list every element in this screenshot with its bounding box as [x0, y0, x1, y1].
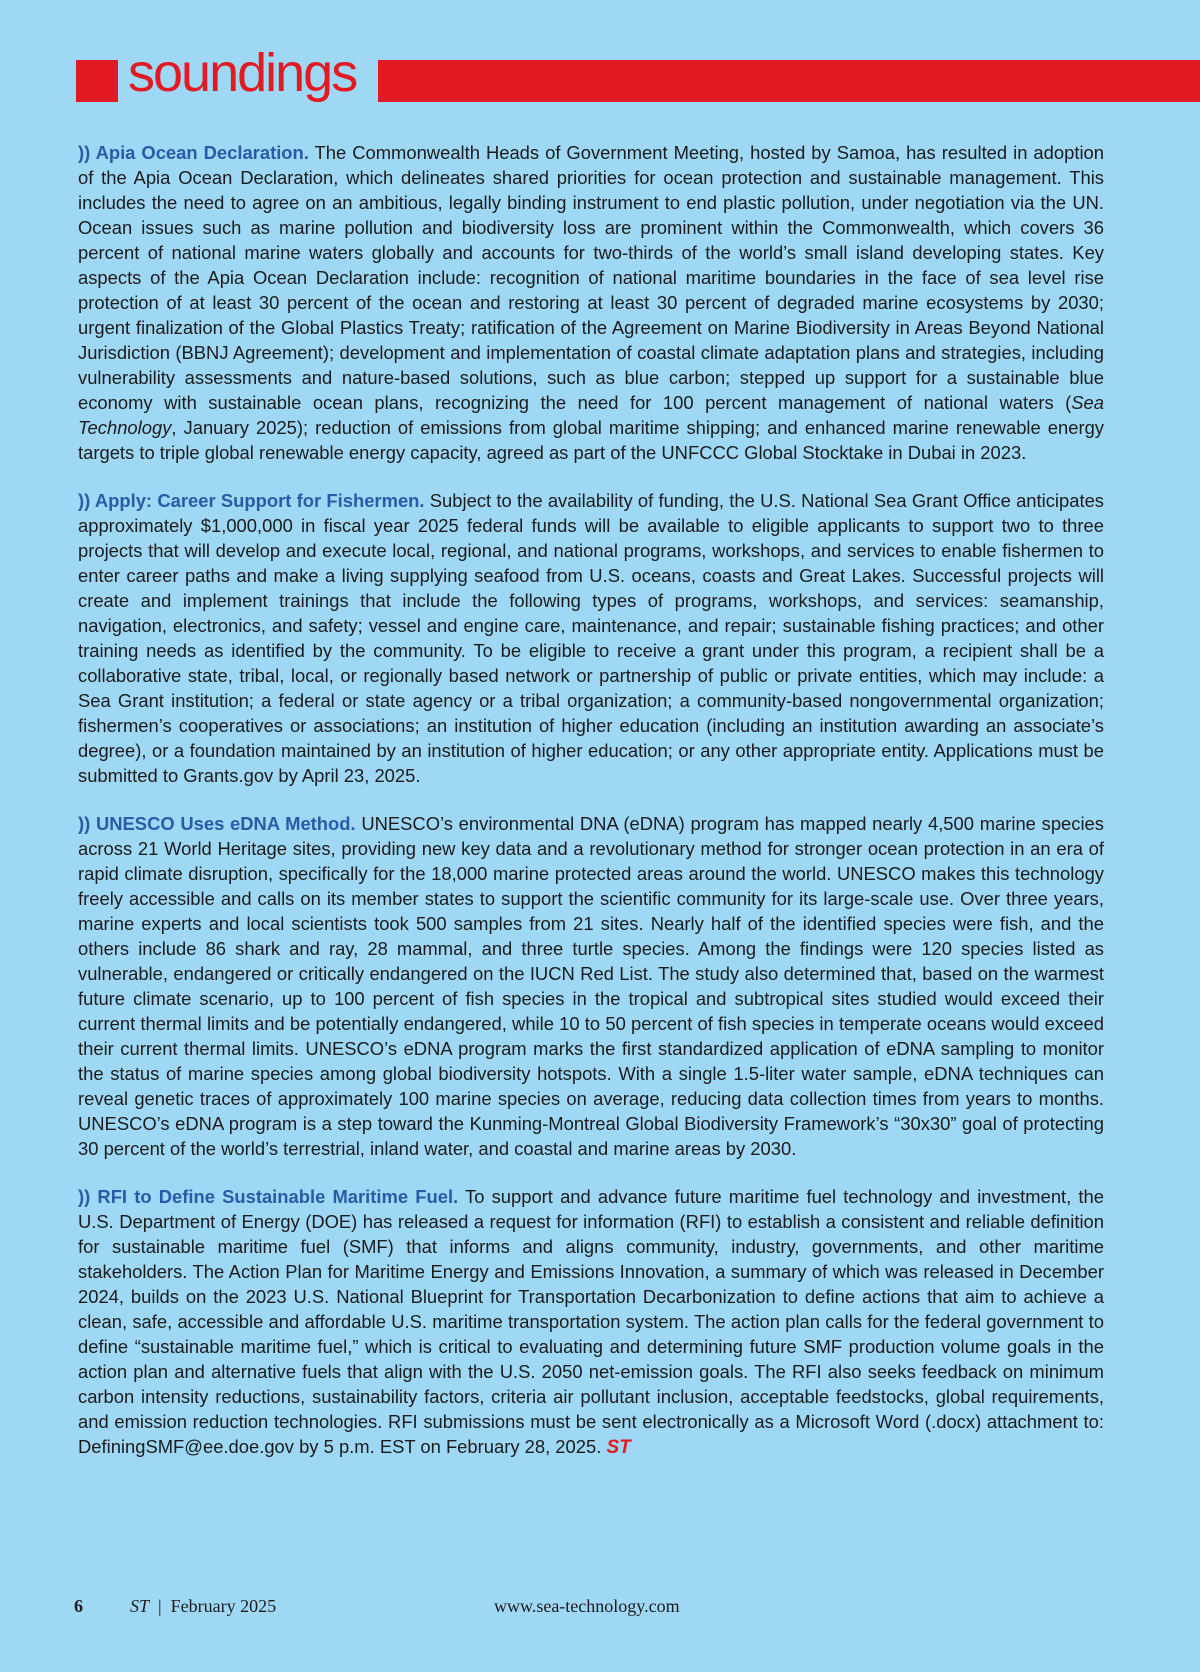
end-mark: ST — [606, 1437, 631, 1458]
article-body-cont: , January 2025); reduction of emissions from global maritime shipping; and enhanced marine renewable energy targets to triple global renewable energy capacity, agreed as part of the UNFCCC Global Stocktake in Dubai in 2023. — [78, 417, 1104, 463]
publication-name: Sea Technology — [78, 392, 1104, 438]
article-apia-ocean-declaration — [78, 140, 1104, 465]
page-number: 6 — [74, 1596, 83, 1616]
article-body: The Commonwealth Heads of Government Meeting, hosted by Samoa, has resulted in adoption of the Apia Ocean Declaration, which delineates shared priorities for ocean protection and sustainable management. This includes the need to agree on an ambitious, legally binding instrument to end plastic pollution, under negotiation via the UN. Ocean issues such as marine pollution and biodiversity loss are prominent within the Commonwealth, which covers 36 percent of national marine waters globally and accounts for two-thirds of the world’s small island developing states. Key aspects of the Apia Ocean Declaration include: recognition of national maritime boundaries in the face of sea level rise protection of at least 30 percent of the ocean and restoring at least 30 percent of degraded marine ecosystems by 2030; urgent finalization of the Global Plastics Treaty; ratification of the Agreement on Marine Biodiversity in Areas Beyond National Jurisdiction (BBNJ Agreement); development and implementation of coastal climate adaptation plans and strategies, including vulnerability assessments and nature-based solutions, such as blue carbon; stepped up support for a sustainable blue economy with sustainable ocean plans, recognizing the need for 100 percent management of national waters ( — [78, 142, 1104, 413]
article-career-support-fishermen — [78, 488, 1104, 788]
page-footer — [74, 1596, 1124, 1626]
article-headline: )) RFI to Define Sustainable Maritime Fuel. — [78, 1186, 459, 1207]
article-unesco-edna — [78, 811, 1104, 1161]
article-headline: )) UNESCO Uses eDNA Method. — [78, 813, 356, 834]
section-header — [76, 43, 1200, 112]
publication-issue: ST | February 2025 — [130, 1596, 277, 1616]
article-headline: )) Apia Ocean Declaration. — [78, 142, 309, 163]
article-body: To support and advance future maritime fuel technology and investment, the U.S. Department of Energy (DOE) has released a request for information (RFI) to establish a consistent and reliable definition for sustainable maritime fuel (SMF) that informs and aligns community, industry, governments, and other maritime stakeholders. The Action Plan for Maritime Energy and Emissions Innovation, a summary of which was released in December 2024, builds on the 2023 U.S. National Blueprint for Transportation Decarbonization to define actions that aim to achieve a clean, safe, accessible and affordable U.S. maritime transportation system. The action plan calls for the federal government to define “sustainable maritime fuel,” which is critical to evaluating and determining future SMF production volume goals in the action plan and alternative fuels that align with the U.S. 2050 net-emission goals. The RFI also seeks feedback on minimum carbon intensity reductions, sustainability factors, criteria air pollutant inclusion, acceptable feedstocks, global requirements, and emission reduction technologies. RFI submissions must be sent electronically as a Microsoft Word (.docx) attachment to: DefiningSMF@ee.doe.gov by 5 p.m. EST on February 28, 2025. — [78, 1186, 1104, 1457]
article-body: UNESCO’s environmental DNA (eDNA) program has mapped nearly 4,500 marine species across 21 World Heritage sites, providing new key data and a revolutionary method for stronger ocean protection in an era of rapid climate disruption, specifically for the 18,000 marine protected areas around the world. UNESCO makes this technology freely accessible and calls on its member states to support the scientific community for its large-scale use. Over three years, marine experts and local scientists took 500 samples from 21 sites. Nearly half of the identified species were fish, and the others include 86 shark and ray, 28 mammal, and three turtle species. Among the findings were 120 species listed as vulnerable, endangered or critically endangered on the IUCN Red List. The study also determined that, based on the warmest future climate scenario, up to 100 percent of fish species in the tropical and subtropical sites studied would exceed their current thermal limits and be potentially endangered, while 10 to 50 percent of fish species in temperate oceans would exceed their current thermal limits. UNESCO’s eDNA program marks the first standardized application of eDNA sampling to monitor the status of marine species among global biodiversity hotspots. With a single 1.5-liter water sample, eDNA techniques can reveal genetic traces of approximately 100 marine species on average, reducing data collection times from years to months. UNESCO’s eDNA program is a step toward the Kunming-Montreal Global Biodiversity Framework’s “30x30” goal of protecting 30 percent of the world’s terrestrial, inland water, and coastal and marine areas by 2030. — [78, 813, 1104, 1159]
website-link[interactable]: www.sea-technology.com — [494, 1596, 680, 1616]
article-column — [78, 140, 1104, 1483]
article-body: Subject to the availability of funding, the U.S. National Sea Grant Office anticipates approximately $1,000,000 in fiscal year 2025 federal funds will be available to eligible applicants to support two to three projects that will develop and execute local, regional, and national programs, workshops, and services to enable fishermen to enter career paths and make a living supplying seafood from U.S. oceans, coasts and Great Lakes. Successful projects will create and implement trainings that include the following types of programs, workshops, and services: seamanship, navigation, electronics, and safety; vessel and engine care, maintenance, and repair; sustainable fishing practices; and other training needs as identified by the community. To be eligible to receive a grant under this program, a recipient shall be a collaborative state, tribal, local, or regionally based network or partnership of public or private entities, which may include: a Sea Grant institution; a federal or state agency or a tribal organization; a community-based nongovernmental organization; fishermen’s cooperatives or associations; an institution of higher education (including an institution awarding an associate’s degree), or a foundation maintained by an institution of higher education; or any other appropriate entity. Applications must be submitted to Grants.gov by April 23, 2025. — [78, 490, 1104, 786]
article-headline: )) Apply: Career Support for Fishermen. — [78, 490, 425, 511]
section-title: soundings — [128, 43, 357, 103]
header-red-bar — [378, 60, 1200, 102]
article-rfi-maritime-fuel — [78, 1184, 1104, 1460]
header-red-square — [76, 60, 118, 102]
